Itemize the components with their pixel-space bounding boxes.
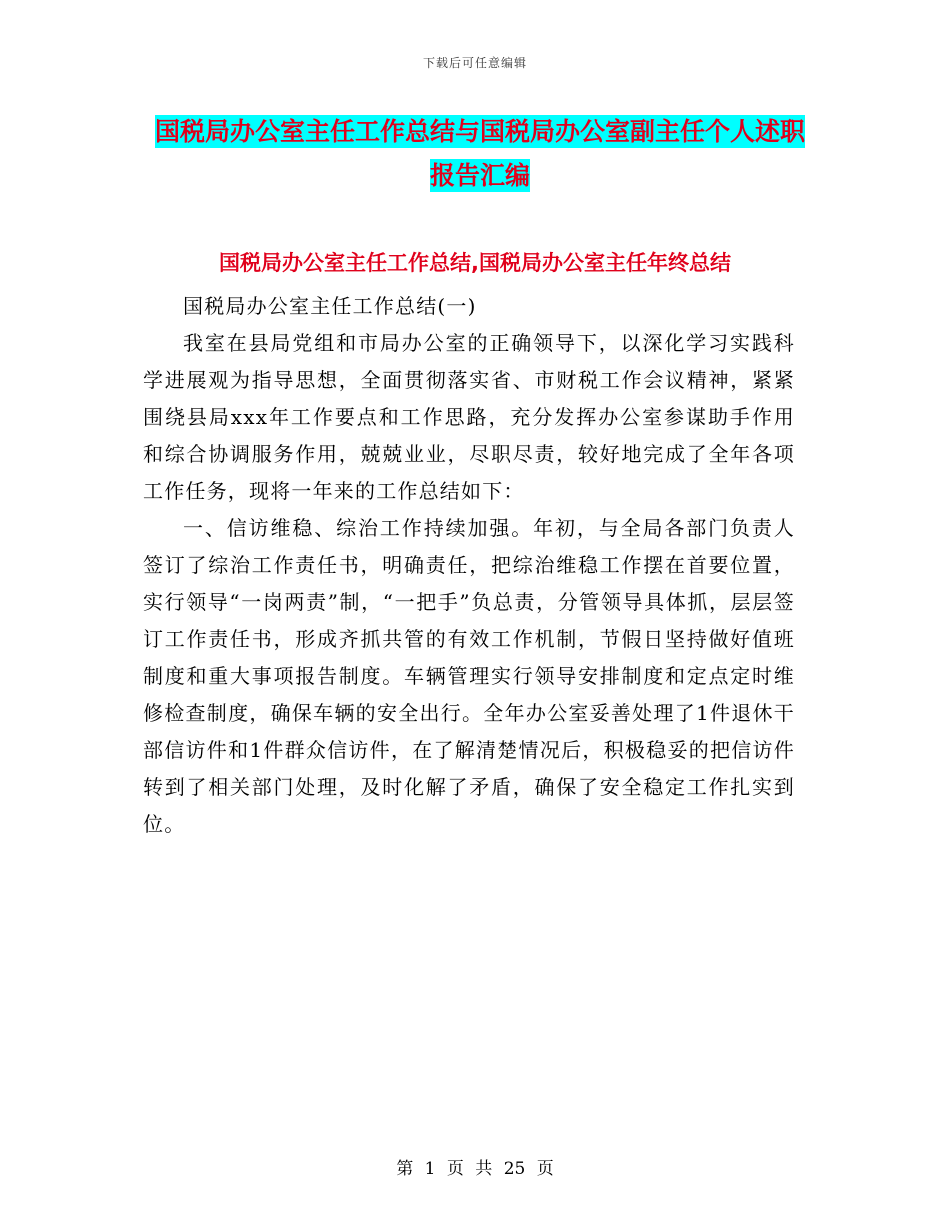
header-note: 下载后可任意编辑 [422, 56, 527, 70]
section-title: 国税局办公室主任工作总结,国税局办公室主任年终总结 [219, 251, 731, 275]
page-number-footer: 第 1 页 共 25 页 [396, 1159, 554, 1179]
paragraph-section-1: 一、信访维稳、综治工作持续加强。年初，与全局各部门负责人签订了综治工作责任书，明确责任，把综治维稳工作摆在首要位置，实行领导“一岗两责”制，“一把手”负总责，分管领导具体抓，层层签订工作责任书，形成齐抓共管的有效工作机制，节假日坚持做好值班制度和重大事项报告制度。车辆管理实行领导安排制度和定点定时维修检查制度，确保车辆的安全出行。全年办公室妥善处理了1件退休干部信访件和1件群众信访件，在了解清楚情况后，积极稳妥的把信访件转到了相关部门处理，及时化解了矛盾，确保了安全稳定工作扎实到位。 [143, 516, 795, 836]
document-title [150, 110, 810, 198]
document-title-text: 国税局办公室主任工作总结与国税局办公室副主任个人述职报告汇编 [154, 117, 805, 190]
document-body [143, 288, 795, 843]
subheading: 国税局办公室主任工作总结(一) [183, 294, 477, 318]
paragraph-intro: 我室在县局党组和市局办公室的正确领导下，以深化学习实践科学进展观为指导思想，全面贯彻落实省、市财税工作会议精神，紧紧围绕县局xxx年工作要点和工作思路，充分发挥办公室参谋助手作用和综合协调服务作用，兢兢业业，尽职尽责，较好地完成了全年各项工作任务，现将一年来的工作总结如下： [143, 331, 795, 503]
